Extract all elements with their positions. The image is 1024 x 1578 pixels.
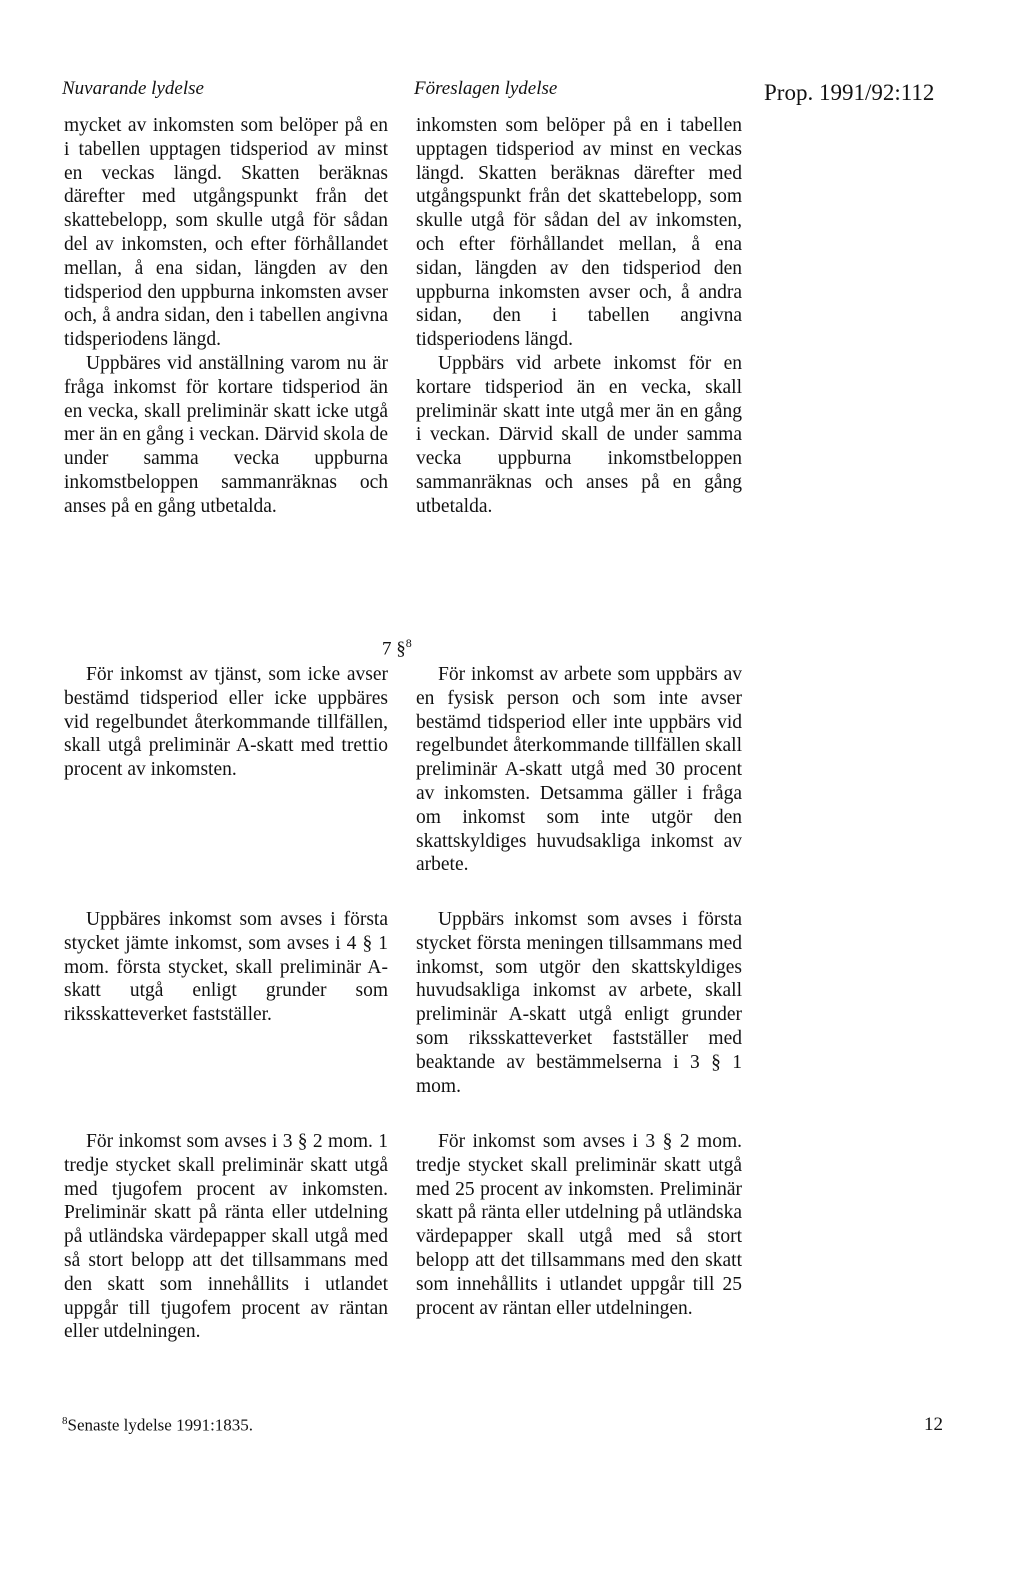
footnote-mark: 8 bbox=[62, 1415, 68, 1427]
current-text-continued bbox=[64, 114, 388, 519]
proposed-section-7-para-2 bbox=[416, 908, 742, 1098]
section-heading bbox=[382, 636, 412, 660]
proposed-wording-heading: Föreslagen lydelse bbox=[414, 78, 558, 99]
current-section-7-para-3 bbox=[64, 1130, 388, 1344]
section-number: 7 § bbox=[382, 638, 406, 660]
footnote-text: Senaste lydelse 1991:1835. bbox=[67, 1415, 254, 1435]
page-number: 12 bbox=[924, 1414, 943, 1435]
current-paragraph-foreign-securities: För inkomst som avses i 3 § 2 mom. 1 tredje stycket skall preliminär skatt utgå med tjugofem procent av inkomsten. Preliminär skatt på ränta eller utdelning på utländska värdepapper skall utgå med så stort belopp att det tillsammans med den skatt som innehållits i utlandet uppgår till tjugofem procent av räntan eller utdelningen. bbox=[64, 1131, 388, 1343]
current-paragraph-combined-income: Uppbäres inkomst som avses i första stycket jämte inkomst, som avses i 4 § 1 mom. första stycket, skall preliminär A-skatt utgå enligt grunder som riksskatteverket fastställer. bbox=[64, 909, 388, 1026]
proposed-paragraph-foreign-securities: För inkomst som avses i 3 § 2 mom. tredje stycket skall preliminär skatt utgå med 25 procent av inkomsten. Preliminär skatt på ränta eller utdelning på utländska värdepapper skall utgå med så stort belopp att det tillsammans med den skatt som innehållits i utlandet uppgår till 25 procent av räntan eller utdelningen. bbox=[416, 1131, 742, 1319]
proposed-paragraph-continued: inkomsten som belöper på en i tabellen upptagen tidsperiod av minst en veckas längd. Skatten beräknas därefter med utgångspunkt från det skattebelopp, som skulle utgå för sådan del av inkomsten, och efter förhållandet mellan, å ena sidan, längden av den tidsperiod den uppburna inkomsten avser och, å andra sidan, den i tabellen angivna tidsperiodens längd. bbox=[416, 115, 742, 351]
current-paragraph-continued: mycket av inkomsten som belöper på en i tabellen upptagen tidsperiod av minst en veckas längd. Skatten beräknas därefter med utgångspunkt från det skattebelopp, som skulle utgå för sådan del av inkomsten, och efter förhållandet mellan, å ena sidan, längden av den tidsperiod den uppburna inkomsten avser och, å andra sidan, den i tabellen angivna tidsperiodens längd. bbox=[64, 115, 388, 351]
current-section-7-para-2 bbox=[64, 908, 388, 1027]
current-section-7-para-1 bbox=[64, 663, 388, 782]
current-paragraph-tjanst: För inkomst av tjänst, som icke avser bestämd tidsperiod eller icke uppbäres vid regelbundet återkommande tillfällen, skall utgå preliminär A-skatt med trettio procent av inkomsten. bbox=[64, 664, 388, 781]
proposition-reference: Prop. 1991/92:112 bbox=[764, 80, 935, 105]
proposed-section-7-para-1 bbox=[416, 663, 742, 877]
section-footnote-ref: 8 bbox=[405, 636, 412, 650]
footnote bbox=[62, 1415, 253, 1436]
proposed-text-continued bbox=[416, 114, 742, 519]
proposed-paragraph-arbete: För inkomst av arbete som uppbärs av en fysisk person och som inte avser bestämd tidsperiod eller inte uppbärs vid regelbundet återkommande tillfällen skall preliminär A-skatt utgå med 30 procent av inkomsten. Detsamma gäller i fråga om inkomst som inte utgör den skattskyldiges huvudsakliga inkomst av arbete. bbox=[416, 664, 742, 876]
current-wording-heading: Nuvarande lydelse bbox=[62, 78, 204, 99]
current-paragraph-short-period: Uppbäres vid anställning varom nu är fråga inkomst för kortare tidsperiod än en vecka, skall preliminär skatt icke utgå mer än en gång i veckan. Därvid skola de under samma vecka uppburna inkomstbeloppen sammanräknas och anses på en gång utbetalda. bbox=[64, 352, 388, 517]
proposed-paragraph-combined-income: Uppbärs inkomst som avses i första stycket första meningen tillsammans med inkomst, som utgör den skattskyldiges huvudsakliga inkomst av arbete, skall preliminär A-skatt utgå enligt grunder som riksskatteverket fastställer med beaktande av bestämmelserna i 3 § 1 mom. bbox=[416, 909, 742, 1097]
proposed-paragraph-short-period: Uppbärs vid arbete inkomst för en kortare tidsperiod än en vecka, skall preliminär skatt inte utgå mer än en gång i veckan. Därvid skall de under samma vecka uppburna inkomstbeloppen sammanräknas och anses på en gång utbetalda. bbox=[416, 352, 742, 517]
proposed-section-7-para-3 bbox=[416, 1130, 742, 1320]
